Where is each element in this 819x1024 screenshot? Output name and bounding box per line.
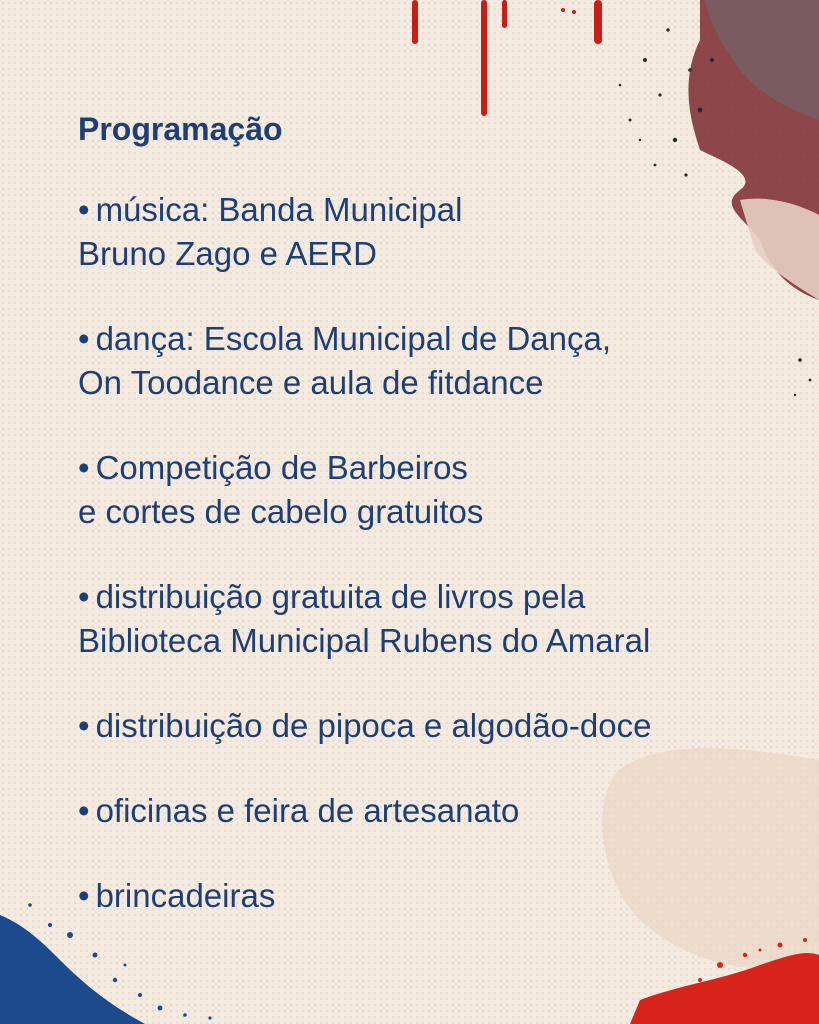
- list-item-text: oficinas e feira de artesanato: [95, 792, 520, 829]
- list-item-text: música: Banda Municipal: [95, 191, 463, 228]
- list-item-line-continuation: [78, 619, 778, 663]
- bullet-icon: •: [78, 877, 90, 914]
- bullet-icon: •: [78, 792, 90, 829]
- list-item-line-continuation: [78, 361, 778, 405]
- section-title: Programação: [78, 111, 283, 147]
- list-item-text: On Toodance e aula de fitdance: [78, 364, 544, 401]
- list-item-line-first: [78, 317, 778, 361]
- program-list-item: [78, 575, 778, 663]
- program-list-item: [78, 874, 778, 918]
- bullet-icon: •: [78, 707, 90, 744]
- list-item-line-continuation: [78, 490, 778, 534]
- list-item-text: Biblioteca Municipal Rubens do Amaral: [78, 622, 651, 659]
- program-list-item: [78, 188, 778, 276]
- list-item-line-first: [78, 446, 778, 490]
- program-list-item: [78, 446, 778, 534]
- list-item-text: distribuição gratuita de livros pela: [95, 578, 586, 615]
- list-item-line-first: [78, 188, 778, 232]
- program-list-item: [78, 789, 778, 833]
- list-item-line-first: [78, 874, 778, 918]
- program-list-item: [78, 317, 778, 405]
- list-item-text: distribuição de pipoca e algodão-doce: [95, 707, 652, 744]
- program-list: [78, 188, 778, 918]
- program-list-item: [78, 704, 778, 748]
- list-item-text: Bruno Zago e AERD: [78, 235, 377, 272]
- list-item-line-first: [78, 704, 778, 748]
- list-item-text: Competição de Barbeiros: [95, 449, 468, 486]
- list-item-line-first: [78, 575, 778, 619]
- program-section: [78, 108, 778, 959]
- list-item-text: e cortes de cabelo gratuitos: [78, 493, 484, 530]
- list-item-line-first: [78, 789, 778, 833]
- bullet-icon: •: [78, 449, 90, 486]
- bullet-icon: •: [78, 578, 90, 615]
- bullet-icon: •: [78, 320, 90, 357]
- list-item-text: dança: Escola Municipal de Dança,: [95, 320, 612, 357]
- bullet-icon: •: [78, 191, 90, 228]
- list-item-text: brincadeiras: [95, 877, 276, 914]
- list-item-line-continuation: [78, 232, 778, 276]
